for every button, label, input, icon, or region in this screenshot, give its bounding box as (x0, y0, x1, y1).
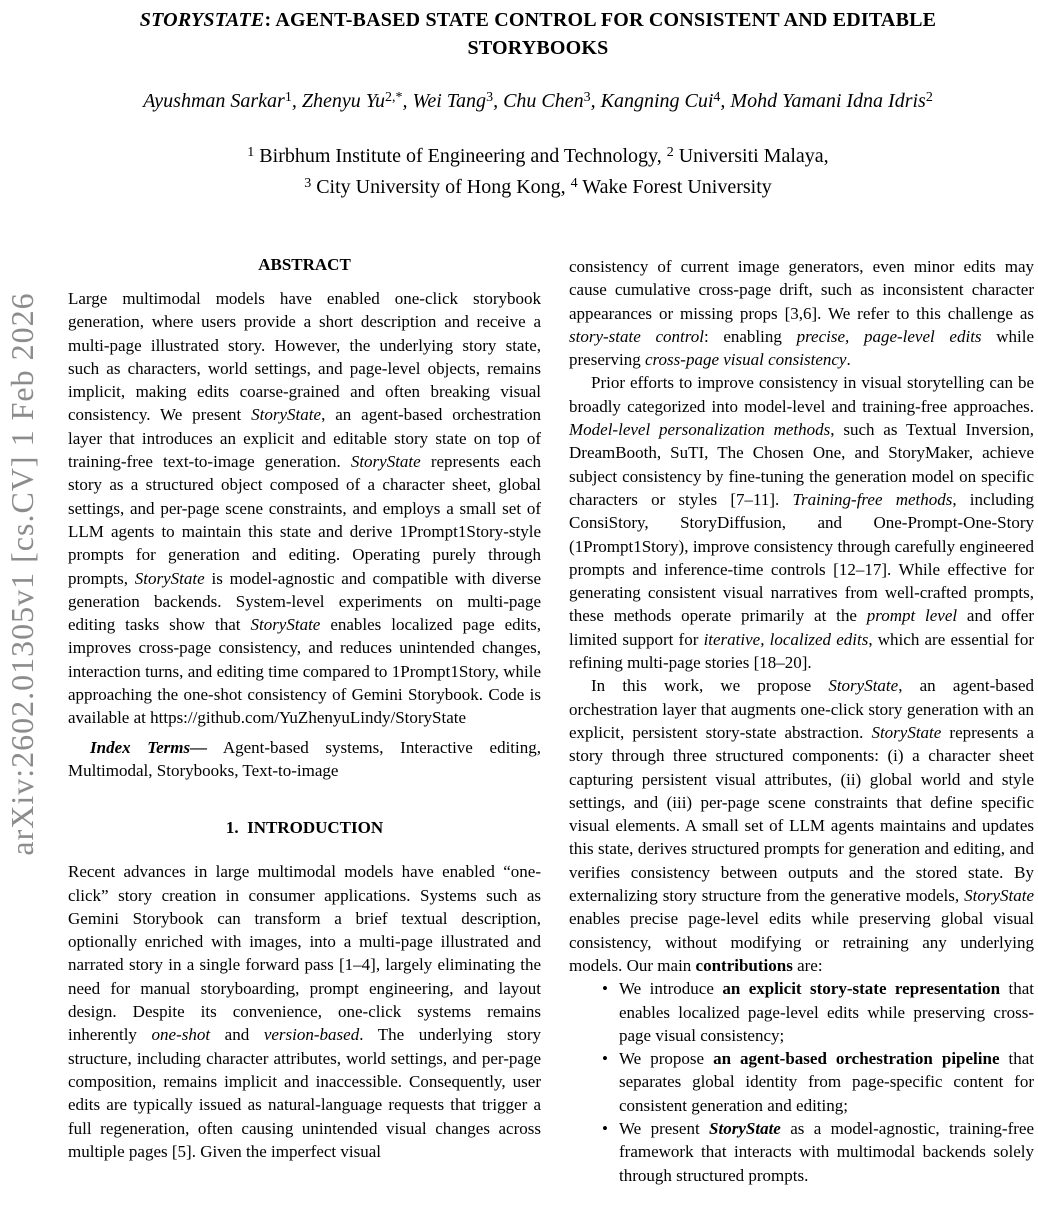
contribution-item-3 (602, 1117, 1034, 1187)
abstract-heading: ABSTRACT (258, 255, 351, 274)
contribution-text-2: We propose an agent-based orchestration pipeline that separates global identity from page-specific content for consistent generation and editing; (619, 1049, 1034, 1115)
contribution-text-1: We introduce an explicit story-state representation that enables localized page-level edits while preserving cross-page visual consistency; (619, 979, 1034, 1045)
affiliation-line-1: $^1$ Birbhum Institute of Engineering and Technology, $^2$ Universiti Malaya, (247, 144, 829, 167)
contribution-text-3: We present StoryState as a model-agnostic, training-free framework that interacts with multimodal backends solely through structured prompts. (619, 1118, 1034, 1185)
author-list: Ayushman Sarkar$^1$, Zhenyu $Yu^{2,*}$, Wei Tang$^3$, Chu Chen$^3$, Kangning Cui$^4$, Mohd Yamani Idna Idris$^2$ (143, 89, 933, 112)
contribution-item-1 (602, 977, 1034, 1047)
intro-paragraph-1: Recent advances in large multimodal models have enabled “one-click” story creation in consumer applications. Systems such as Gemini Storybook can transform a brief textual description, optionally enriched with images, into a multi-page illustrated and narrated story in a single forward pass [1–4], largely eliminating the need for manual storyboarding, prompt engineering, and layout design. Despite its convenience, one-click systems remains inherently one-shot and version-based. The underlying story structure, including character attributes, world settings, and per-page composition, remains implicit and inaccessible. Consequently, user edits are typically issued as natural-language requests that trigger a full regeneration, often causing unintended visual changes across multiple pages [5]. Given the imperfect visual (68, 862, 542, 1161)
right-column (569, 255, 1034, 1187)
affiliations (56, 142, 1020, 204)
affiliation-line-2: $^3$ City University of Hong Kong, $^4$ Wake Forest University (304, 175, 772, 198)
two-column-body (68, 255, 1034, 1187)
index-terms: Index Terms— Agent-based systems, Interactive editing, Multimodal, Storybooks, Text-to-image (68, 737, 541, 780)
intro-paragraph-1-continued: consistency of current image generators, even minor edits may cause cumulative cross-page drift, such as inconsistent character appearances or missing props [3,6]. We refer to this challenge as story-state control: enabling precise, page-level edits while preserving cross-page visual consistency. (569, 257, 1034, 370)
bullet-icon: • (602, 1118, 608, 1138)
paper-header (0, 6, 1038, 204)
paper-title: STORYSTATE: AGENT-BASED STATE CONTROL FOR CONSISTENT AND EDITABLE STORYBOOKS (139, 9, 937, 59)
arxiv-watermark: arXiv:2602.01305v1 [cs.CV] 1 Feb 2026 (4, 292, 40, 856)
bullet-icon: • (602, 979, 608, 999)
left-column (68, 255, 541, 1187)
contribution-item-2 (602, 1047, 1034, 1117)
contributions-list (569, 977, 1034, 1187)
abstract-text: Large multimodal models have enabled one-click storybook generation, where users provide a short description and receive a multi-page illustrated story. However, the underlying story state, such as characters, world settings, and page-level objects, remains implicit, making edits coarse-grained and often breaking visual consistency. We present StoryState, an agent-based orchestration layer that introduces an explicit and editable story state on top of training-free text-to-image generation. StoryState represents each story as a structured object composed of a character sheet, global settings, and per-page scene constraints, and employs a small set of LLM agents to maintain this state and derive 1Prompt1Story-style prompts for generation and editing. Operating purely through prompts, StoryState is model-agnostic and compatible with diverse generation backends. System-level experiments on multi-page editing tasks show that StoryState enables localized page edits, improves cross-page consistency, and reduces unintended changes, interaction turns, and editing time compared to 1Prompt1Story, while approaching the one-shot consistency of Gemini Storybook. Code is available at https://github.com/YuZhenyuLindy/StoryState (68, 289, 541, 728)
intro-paragraph-3: In this work, we propose StoryState, an agent-based orchestration layer that augments one-click story generation with an explicit, persistent story-state abstraction. StoryState represents a story through three structured components: (i) a character sheet capturing persistent visual attributes, (ii) global world and style settings, and (iii) per-page scene constraints that define specific visual elements. A small set of LLM agents maintains and updates this state, derives structured prompts for generation and editing, and verifies consistency between outputs and the stored state. By externalizing story structure from the generative models, StoryState enables precise page-level edits while preserving global visual consistency, without modifying or retraining any underlying models. Our main contributions are: (569, 676, 1034, 975)
intro-paragraph-2: Prior efforts to improve consistency in visual storytelling can be broadly categorized into model-level and training-free approaches. Model-level personalization methods, such as Textual Inversion, DreamBooth, SuTI, The Chosen One, and StoryMaker, achieve subject consistency by fine-tuning the generation model on specific characters or styles [7–11]. Training-free methods, including ConsiStory, StoryDiffusion, and One-Prompt-One-Story (1Prompt1Story), improve consistency through carefully engineered prompts and inference-time controls [12–17]. While effective for generating consistent visual narratives from well-crafted prompts, these methods operate primarily at the prompt level and offer limited support for iterative, localized edits, which are essential for refining multi-page stories [18–20]. (569, 373, 1035, 673)
bullet-icon: • (602, 1049, 608, 1069)
section-1-heading: 1. INTRODUCTION (225, 818, 384, 838)
